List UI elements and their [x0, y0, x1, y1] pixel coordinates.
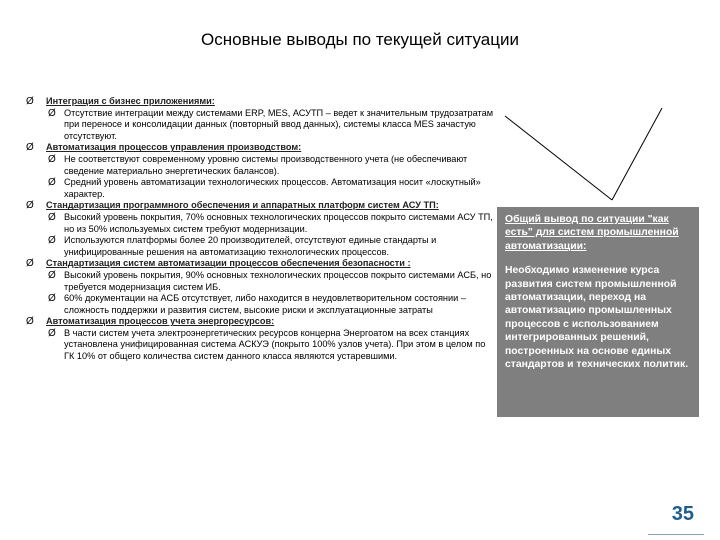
general-conclusion-callout: [497, 207, 699, 417]
list-item: Ø В части систем учета электроэнергетических ресурсов концерна Энергоатом на всех станциях установлена унифицированная система АСКУЭ (покрыто 100% узлов учета). При этом в целом по ГК 10% от общего количества систем данного класса являются устаревшими.: [48, 327, 486, 362]
callout-body: Необходимо изменение курса развития систем промышленной автоматизации, переход на автоматизацию промышленных процессов с использованием интегрированных решений, построенных на основе единых стандартов и технических политик.: [505, 265, 689, 371]
list-item: Ø Используются платформы более 20 производителей, отсутствуют единые стандарты и унифицированные решения на автоматизацию технологических процессов.: [48, 235, 437, 257]
list-item: Ø Высокий уровень покрытия, 70% основных технологических процессов покрыто системами АСУ ТП, но из 50% используемых систем требуют модернизации.: [48, 211, 493, 234]
section-heading: Автоматизация процессов управления производством:: [46, 142, 302, 153]
section-energy-metering: [26, 316, 496, 328]
list-item: Ø Высокий уровень покрытия, 90% основных технологических процессов покрыто системами АСБ, но требуется модернизация систем ИБ.: [48, 269, 492, 292]
callout-heading: Общий вывод по ситуации "как есть" для систем промышленной автоматизации:: [505, 214, 679, 252]
list-item: Ø Средний уровень автоматизации технологических процессов. Автоматизация носит «лоскутный» характер.: [48, 177, 481, 199]
section-heading: Стандартизация программного обеспечения и аппаратных платформ систем АСУ ТП:: [46, 200, 439, 211]
list-item: Ø Не соответствуют современному уровню системы производственного учета (не обеспечивают сведение материально энергетических балансов).: [48, 153, 468, 176]
bullet-arrow-icon: Ø: [26, 200, 34, 212]
section-production-management: [26, 142, 496, 154]
list-item: Ø 60% документации на АСБ отсутствует, либо находится в неудовлетворительном состоянии – сложность поддержки и развития систем, высокие риски и эксплуатационные затраты: [48, 293, 466, 315]
bullet-arrow-icon: Ø: [26, 142, 34, 154]
section-heading: Стандартизация систем автоматизации процессов обеспечения безопасности :: [46, 258, 411, 269]
conclusions-list: [26, 96, 496, 363]
bullet-arrow-icon: Ø: [48, 293, 56, 305]
bullet-arrow-icon: Ø: [48, 235, 56, 247]
bullet-arrow-icon: Ø: [48, 327, 56, 339]
bullet-arrow-icon: Ø: [48, 177, 56, 189]
bullet-arrow-icon: Ø: [26, 258, 34, 270]
section-safety-systems: [26, 258, 496, 270]
bullet-arrow-icon: Ø: [48, 153, 56, 165]
bullet-arrow-icon: Ø: [26, 96, 34, 107]
section-heading: Интеграция с бизнес приложениями:: [46, 96, 215, 106]
bullet-arrow-icon: Ø: [48, 107, 56, 119]
page-number: 35: [671, 503, 694, 525]
section-heading: Автоматизация процессов учета энергоресурсов:: [46, 316, 275, 327]
bullet-arrow-icon: Ø: [48, 269, 56, 281]
list-item: Ø Отсутствие интеграции между системами ERP, MES, АСУТП – ведет к значительным трудозатратам при переносе и консолидации данных (повторный ввод данных), системы класса MES зачастую отсутствуют.: [48, 107, 494, 141]
bullet-arrow-icon: Ø: [26, 316, 34, 328]
bullet-arrow-icon: Ø: [48, 211, 56, 223]
section-standardization-apcs: [26, 200, 496, 212]
slide-title: Основные выводы по текущей ситуации: [201, 30, 519, 49]
section-integration: [26, 96, 496, 108]
